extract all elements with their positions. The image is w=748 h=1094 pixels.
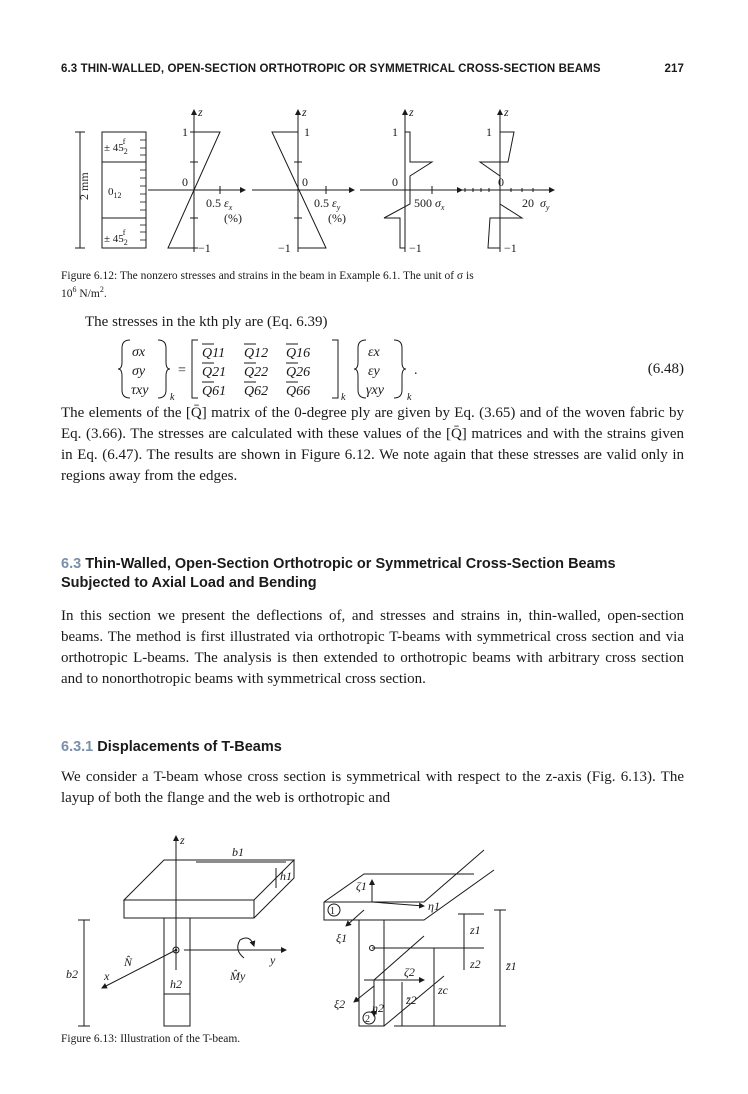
plot2-z-bottom: −1 — [278, 241, 291, 255]
equation-svg — [118, 338, 538, 400]
fig13-y: y — [270, 953, 276, 967]
plot2-sub: y — [336, 203, 341, 212]
plot3-z-top: 1 — [392, 125, 398, 139]
fig13-z2: z2 — [470, 957, 481, 971]
section-title: Thin-Walled, Open-Section Orthotropic or Symmetrical Cross-Section Beams Subjected to Axial Load and Bending — [61, 556, 616, 591]
figure-6-12-caption: Figure 6.12: The nonzero stresses and strains in the beam in Example 6.1. The unit of σ is $10^6$ $N/m^2$. — [61, 270, 474, 300]
fig13-zbar2: z̄2 — [406, 993, 417, 1007]
eq-lhs-1: σy — [132, 364, 146, 379]
eq-q-02: Q16 — [286, 346, 311, 361]
layup-bottom-label: ± 45 — [104, 233, 124, 245]
fig13-xi2: ξ2 — [334, 997, 346, 1011]
plot3-origin: 0 — [392, 175, 398, 189]
plot3-z-bottom: −1 — [409, 241, 422, 255]
eq-q-10: Q21 — [202, 365, 227, 380]
fig13-one: 1 — [330, 906, 335, 917]
subsection-heading — [61, 738, 684, 757]
subsection-number: 6.3.1 — [61, 739, 94, 755]
plot1-var: ε — [224, 196, 229, 210]
plot2-z-label: z — [302, 105, 307, 119]
layup-top-label: ± 45 — [104, 142, 124, 154]
plot1-tick: 0.5 — [206, 196, 221, 210]
plot4-sub: y — [545, 203, 550, 212]
svg-text:500σx — [414, 196, 445, 212]
eq-lhs-k: k — [170, 392, 175, 400]
svg-text:=: = — [178, 363, 186, 378]
plot1-origin: 0 — [182, 175, 188, 189]
layup-bottom-sub: 2 — [123, 238, 128, 247]
equation-6-48 — [118, 338, 684, 400]
plot2-tick: 0.5 — [314, 196, 329, 210]
eq-rhs-1: εy — [368, 364, 380, 379]
plot4-tick: 20 — [522, 196, 534, 210]
plot4-z-label: z — [504, 105, 509, 119]
fig13-h1: h1 — [280, 869, 292, 883]
paragraph-q-matrix: The elements of the [Q̄] matrix of the 0-degree ply are given by Eq. (3.65) and of the woven fabric by Eq. (3.66). The stresses are calculated with these values of the [Q̄] matrices and with the strains given in Eq. (6.47). The results are shown in Figure 6.12. We note again that these stresses are valid only in regions away from the edges. — [61, 405, 684, 484]
eq-rhs-2: γxy — [366, 383, 384, 398]
eq-q-k: k — [341, 392, 346, 400]
fig13-zbar1: z̄1 — [506, 959, 517, 973]
thickness-label: 2 mm — [77, 172, 91, 200]
svg-text:20σy — [522, 196, 550, 212]
paragraph-section-intro: In this section we present the deflections of, and stresses and strains in, thin-walled, open-section beams. The method is first illustrated via orthotropic T-beams with symmetrical cross section and via orthotropic L-beams. The analysis is then extended to orthotropic beams with arbitrary cross section and to nonorthotropic beams with symmetrical cross section. — [61, 608, 684, 687]
plot1-sub: x — [228, 203, 233, 212]
fig13-z1: z1 — [470, 923, 481, 937]
plot3-z-label: z — [409, 105, 414, 119]
svg-text:± 452f — [104, 137, 128, 156]
equation-number: (6.48) — [647, 361, 684, 377]
eq-q-12: Q26 — [286, 365, 311, 380]
plot1-unit: (%) — [224, 211, 242, 225]
svg-text:012 — [108, 186, 122, 200]
layup-bottom-sup: f — [122, 228, 126, 237]
running-title: 6.3 THIN-WALLED, OPEN-SECTION ORTHOTROPIC OR SYMMETRICAL CROSS-SECTION BEAMS — [61, 63, 601, 75]
plot4-z-top: 1 — [486, 125, 492, 139]
fig13-two: 2 — [365, 1014, 370, 1025]
svg-text:± 452f — [104, 228, 128, 247]
eq-lhs-2: τxy — [131, 383, 149, 398]
plot3-var: σ — [435, 196, 441, 210]
section-number: 6.3 — [61, 556, 82, 572]
fig13-z: z — [180, 833, 185, 847]
plot2-z-top: 1 — [304, 125, 310, 139]
svg-text:.: . — [414, 363, 418, 378]
plot2-unit: (%) — [328, 211, 346, 225]
subsection-title: Displacements of T-Beams — [97, 739, 282, 755]
plot3-tick: 500 — [414, 196, 432, 210]
fig13-zc: zc — [438, 983, 448, 997]
plot2-var: ε — [332, 196, 337, 210]
paragraph-intro: The stresses in the kth ply are (Eq. 6.39) — [85, 314, 328, 330]
plot3-sub: x — [440, 203, 445, 212]
layup-top-sup: f — [122, 137, 126, 146]
fig13-my: M̂y — [230, 969, 246, 983]
plot1-z-top: 1 — [182, 125, 188, 139]
eq-q-11: Q22 — [244, 365, 269, 380]
fig13-x: x — [104, 969, 110, 983]
svg-text:0.5εx — [206, 196, 233, 212]
plot4-z-bottom: −1 — [504, 241, 517, 255]
eq-q-20: Q61 — [202, 384, 227, 399]
figure-6-13-caption: Figure 6.13: Illustration of the T-beam. — [61, 1033, 241, 1045]
eq-rhs-0: εx — [368, 345, 380, 360]
fig13-eta2: η2 — [372, 1001, 384, 1015]
fig13-zeta2: ζ2 — [404, 965, 415, 979]
eq-rhs-k: k — [407, 392, 412, 400]
eq-q-22: Q66 — [286, 384, 311, 399]
fig13-xi1: ξ1 — [336, 931, 348, 945]
layup-top-sub: 2 — [123, 147, 128, 156]
layup-middle-sub: 12 — [113, 191, 122, 200]
plot2-origin: 0 — [302, 175, 308, 189]
svg-text:0.5εy — [314, 196, 341, 212]
fig13-eta1: η1 — [428, 899, 440, 913]
section-heading — [61, 555, 684, 593]
plot1-z-bottom: −1 — [198, 241, 211, 255]
fig13-zeta1: ζ1 — [356, 879, 367, 893]
plot1-z-label: z — [198, 105, 203, 119]
eq-q-00: Q11 — [202, 346, 226, 361]
figure-6-12 — [70, 104, 590, 264]
layup-middle-label: 0 — [108, 186, 114, 198]
plot4-var: σ — [540, 196, 546, 210]
page-number: 217 — [664, 63, 684, 75]
figure-6-13 — [64, 830, 524, 1030]
eq-q-21: Q62 — [244, 384, 269, 399]
plot4-origin: 0 — [498, 175, 504, 189]
running-header — [61, 63, 684, 79]
fig13-b1: b1 — [232, 845, 244, 859]
eq-lhs-0: σx — [132, 345, 146, 360]
paragraph-t-beam: We consider a T-beam whose cross section is symmetrical with respect to the z-axis (Fig. 6.13). The layup of both the flange and the web is orthotropic and — [61, 769, 684, 806]
fig13-b2: b2 — [66, 967, 78, 981]
eq-q-01: Q12 — [244, 346, 269, 361]
fig13-h2: h2 — [170, 977, 182, 991]
fig13-n: N̂ — [124, 955, 133, 969]
